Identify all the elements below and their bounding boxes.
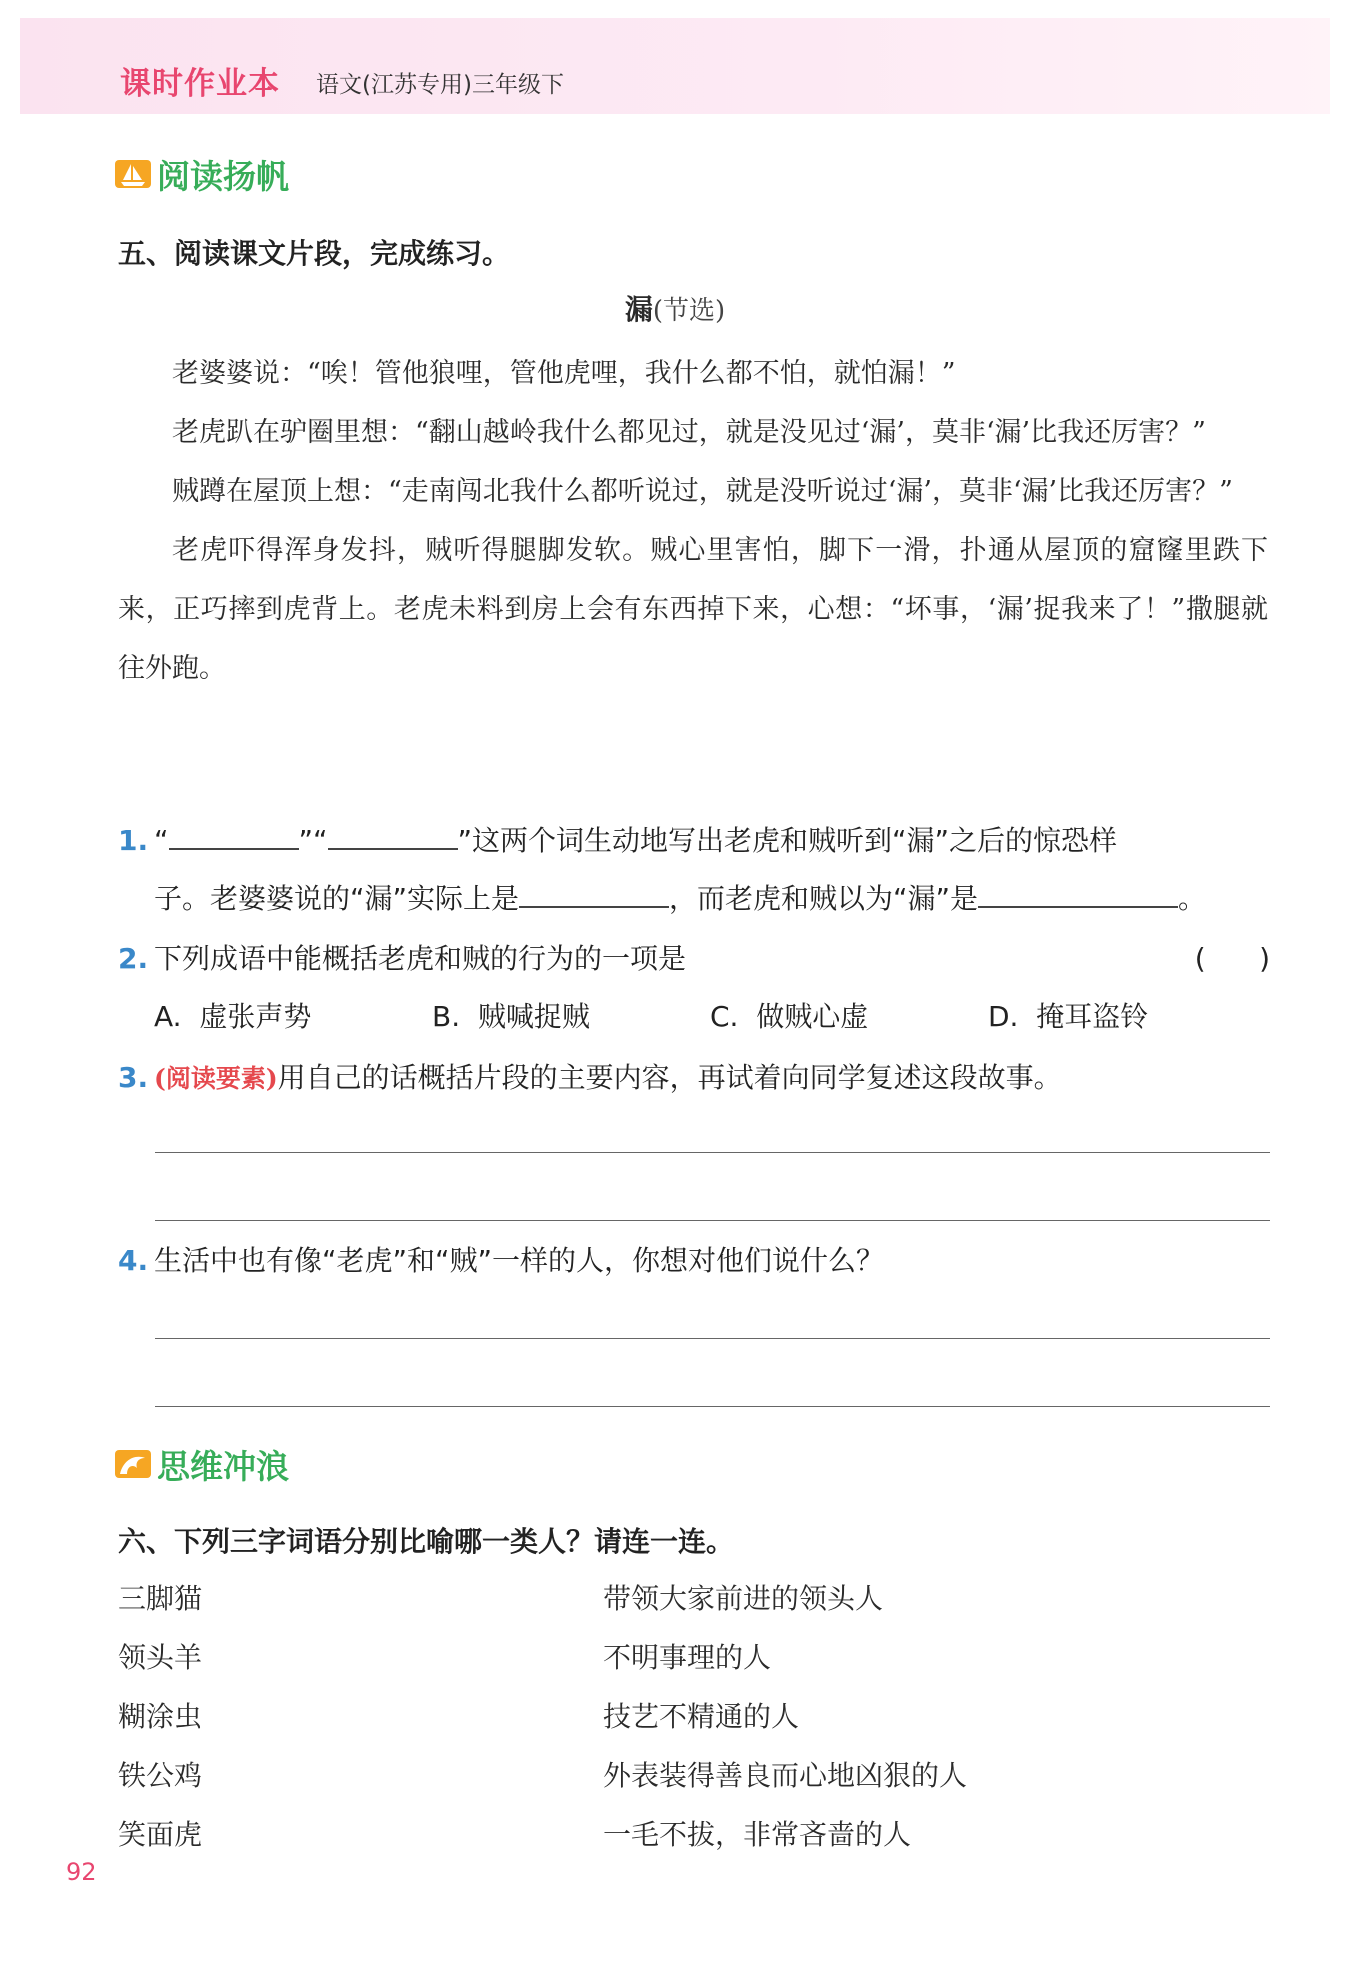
match-left-item[interactable]: 铁公鸡 <box>118 1758 203 1792</box>
match-right-item[interactable]: 外表装得善良而心地凶狠的人 <box>603 1758 968 1792</box>
wave-icon <box>115 1448 151 1480</box>
match-left-item[interactable]: 糊涂虫 <box>118 1699 203 1733</box>
match-row <box>118 1567 1270 1626</box>
passage-title <box>0 288 1350 328</box>
match-row <box>118 1803 1270 1862</box>
answer-blank[interactable] <box>978 876 1178 908</box>
question-1-number: 1. <box>118 824 149 857</box>
reading-element-tag: (阅读要素) <box>154 1064 278 1093</box>
sailboat-icon <box>115 158 151 190</box>
passage-paragraph: 老虎吓得浑身发抖，贼听得腿脚发软。贼心里害怕，脚下一滑，扑通从屋顶的窟窿里跌下来，正巧摔到虎背上。老虎未料到房上会有东西掉下来，心想：“坏事，‘漏’捉我来了！”撒腿就往外跑。 <box>118 535 1268 684</box>
match-right-item[interactable]: 不明事理的人 <box>603 1640 772 1674</box>
question-1: 1. “ ”“ ”这两个词生动地写出老虎和贼听到“漏”之后的惊恐样 子。老婆婆说的“漏”实际上是 ，而老虎和贼以为“漏”是 。 <box>118 812 1270 928</box>
question-3 <box>118 1049 1270 1108</box>
option-a: A. 虚张声势 <box>154 1000 312 1033</box>
passage-paragraph: 贼蹲在屋顶上想：“走南闯北我什么都听说过，就是没听说过‘漏’，莫非‘漏’比我还厉害？” <box>172 476 1233 507</box>
question-6-title: 六、下列三字词语分别比喻哪一类人？请连一连。 <box>118 1525 735 1558</box>
passage-title-text: 漏 <box>624 293 653 326</box>
book-subject: 语文(江苏专用)三年级下 <box>316 72 564 98</box>
match-row <box>118 1744 1270 1803</box>
option-c: C. 做贼心虚 <box>710 1000 869 1033</box>
passage-paragraph: 老婆婆说：“唉！管他狼哩，管他虎哩，我什么都不怕，就怕漏！” <box>172 358 956 389</box>
section-reading-heading <box>115 152 289 196</box>
match-row <box>118 1626 1270 1685</box>
match-left-item[interactable]: 三脚猫 <box>118 1581 203 1615</box>
match-right-item[interactable]: 带领大家前进的领头人 <box>603 1581 884 1615</box>
answer-line[interactable] <box>155 1338 1270 1339</box>
page-number: 92 <box>66 1858 97 1886</box>
question-2-number: 2. <box>118 942 149 975</box>
matching-table <box>118 1567 1270 1862</box>
match-right-item[interactable]: 技艺不精通的人 <box>603 1699 800 1733</box>
answer-line[interactable] <box>155 1220 1270 1221</box>
book-brand: 课时作业本 <box>120 66 280 102</box>
question-3-number: 3. <box>118 1061 149 1094</box>
answer-line[interactable] <box>155 1406 1270 1407</box>
question-4 <box>118 1232 1270 1290</box>
passage-subtitle: (节选) <box>652 296 726 326</box>
question-3-text: 用自己的话概括片段的主要内容，再试着向同学复述这段故事。 <box>277 1061 1062 1094</box>
option-b: B. 贼喊捉贼 <box>432 1000 590 1033</box>
section-reading-title: 阅读扬帆 <box>157 156 289 196</box>
answer-line[interactable] <box>155 1152 1270 1153</box>
answer-blank[interactable] <box>169 818 299 850</box>
match-row <box>118 1685 1270 1744</box>
question-4-text: 生活中也有像“老虎”和“贼”一样的人，你想对他们说什么？ <box>154 1244 885 1277</box>
answer-blank[interactable] <box>328 818 458 850</box>
passage-body <box>118 344 1268 698</box>
answer-parenthesis[interactable]: ( ) <box>1194 942 1270 975</box>
option-d: D. 掩耳盗铃 <box>988 1000 1149 1033</box>
question-2 <box>118 930 1270 1046</box>
question-5-title: 五、阅读课文片段，完成练习。 <box>118 237 511 270</box>
match-left-item[interactable]: 笑面虎 <box>118 1817 203 1851</box>
match-right-item[interactable]: 一毛不拔，非常吝啬的人 <box>603 1817 912 1851</box>
section-thinking-title: 思维冲浪 <box>157 1446 289 1486</box>
answer-blank[interactable] <box>519 876 669 908</box>
match-left-item[interactable]: 领头羊 <box>118 1640 203 1674</box>
question-2-text: 下列成语中能概括老虎和贼的行为的一项是 <box>154 942 687 975</box>
question-4-number: 4. <box>118 1244 149 1277</box>
section-thinking-heading <box>115 1442 289 1486</box>
passage-paragraph: 老虎趴在驴圈里想：“翻山越岭我什么都见过，就是没见过‘漏’，莫非‘漏’比我还厉害？” <box>172 417 1206 448</box>
question-2-options <box>118 988 1270 1046</box>
